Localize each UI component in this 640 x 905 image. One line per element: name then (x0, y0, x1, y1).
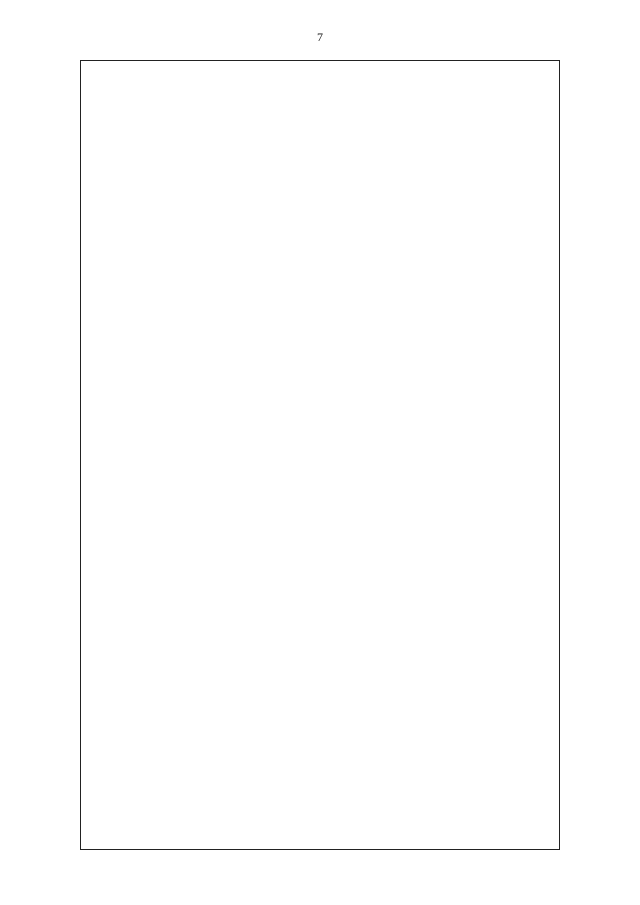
page-number: 7 (317, 30, 323, 44)
document-frame (80, 60, 560, 850)
